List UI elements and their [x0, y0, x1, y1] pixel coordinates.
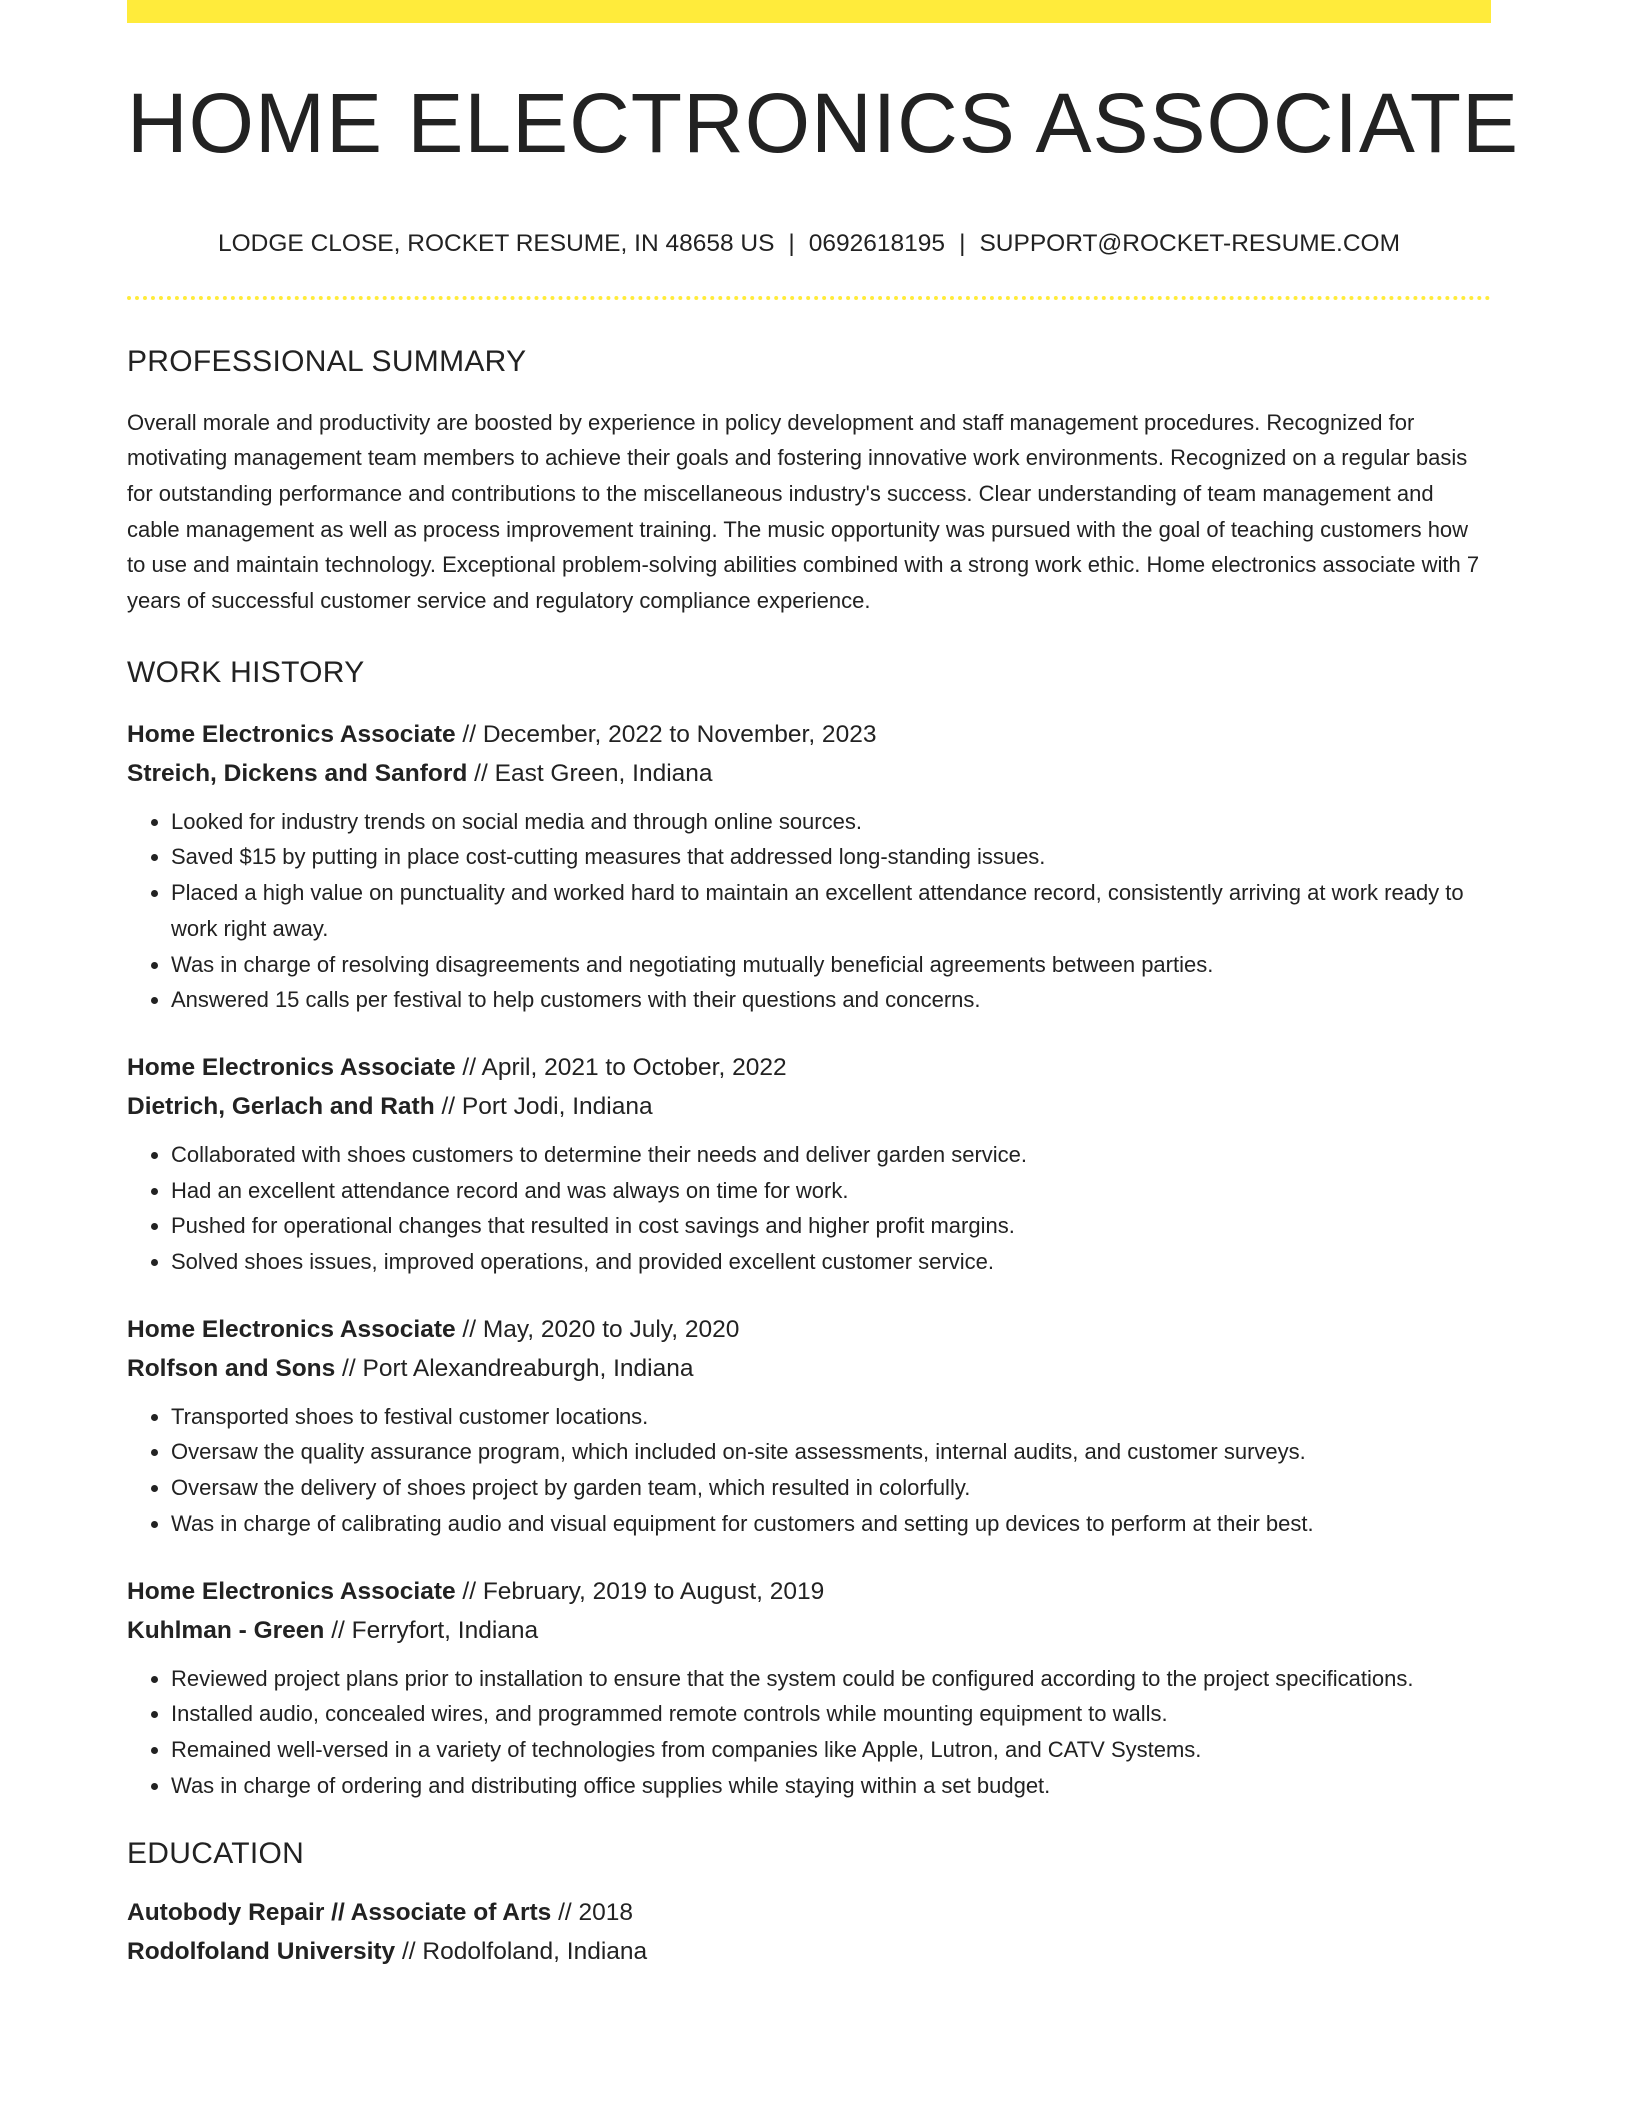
- job-bullet: • Saved $15 by putting in place cost-cutting measures that addressed long-standing issues.: [171, 839, 1491, 875]
- contact-phone: 0692618195: [808, 230, 946, 257]
- job-bullets: [127, 1137, 1491, 1280]
- education-degree-line: [127, 1893, 1491, 1932]
- education-heading: EDUCATION: [127, 1837, 305, 1871]
- job-location: // Port Jodi, Indiana: [434, 1092, 653, 1120]
- job-company: Dietrich, Gerlach and Rath: [127, 1092, 435, 1120]
- job-role: Home Electronics Associate: [127, 720, 456, 748]
- education-degree: Autobody Repair // Associate of Arts: [127, 1899, 552, 1927]
- job-location: // Port Alexandreaburgh, Indiana: [335, 1354, 694, 1382]
- work-history-heading: WORK HISTORY: [127, 655, 365, 689]
- job-role-line: [127, 1048, 1491, 1087]
- job-location: // Ferryfort, Indiana: [324, 1616, 539, 1644]
- job-entry: [127, 715, 1491, 1018]
- job-entry: [127, 1048, 1491, 1280]
- job-dates: // December, 2022 to November, 2023: [455, 720, 877, 748]
- job-role-line: [127, 1572, 1491, 1611]
- job-entry: [127, 1310, 1491, 1542]
- job-bullet: • Pushed for operational changes that resulted in cost savings and higher profit margins.: [171, 1208, 1491, 1244]
- education-year: // 2018: [551, 1899, 634, 1927]
- job-bullet: • Was in charge of ordering and distributing office supplies while staying within a set budget.: [171, 1768, 1491, 1804]
- job-role: Home Electronics Associate: [127, 1053, 456, 1081]
- job-role: Home Electronics Associate: [127, 1315, 456, 1343]
- job-dates: // May, 2020 to July, 2020: [455, 1315, 740, 1343]
- job-company: Rolfson and Sons: [127, 1354, 336, 1382]
- job-bullet: • Oversaw the delivery of shoes project by garden team, which resulted in colorfully.: [171, 1470, 1491, 1506]
- job-bullets: [127, 1661, 1491, 1804]
- job-bullets: [127, 1399, 1491, 1542]
- job-role-line: [127, 1310, 1491, 1349]
- job-dates: // February, 2019 to August, 2019: [455, 1577, 825, 1605]
- contact-separator: |: [959, 230, 966, 257]
- education-location: // Rodolfoland, Indiana: [395, 1938, 648, 1966]
- job-company-line: [127, 1611, 1491, 1650]
- education-entry: [127, 1893, 1491, 1971]
- job-bullet: • Transported shoes to festival customer locations.: [171, 1399, 1491, 1435]
- summary-heading: PROFESSIONAL SUMMARY: [127, 344, 527, 378]
- job-bullet: • Solved shoes issues, improved operations, and provided excellent customer service.: [171, 1244, 1491, 1280]
- job-bullet: • Oversaw the quality assurance program, which included on-site assessments, internal audits, and customer surveys.: [171, 1434, 1491, 1470]
- summary-text: Overall morale and productivity are boosted by experience in policy development and staff management procedures. Recognized for motivating management team members to achieve their goals and fostering innovative work environments. Recognized on a regular basis for outstanding performance and contributions to the miscellaneous industry's success. Clear understanding of team management and cable management as well as process improvement training. The music opportunity was pursued with the goal of teaching customers how to use and maintain technology. Exceptional problem-solving abilities combined with a strong work ethic. Home electronics associate with 7 years of successful customer service and regulatory compliance experience.: [127, 409, 1480, 614]
- job-role-line: [127, 715, 1491, 754]
- job-bullet: • Collaborated with shoes customers to determine their needs and deliver garden service.: [171, 1137, 1491, 1173]
- resume-title: HOME ELECTRONICS ASSOCIATE: [127, 76, 1520, 170]
- job-company-line: [127, 754, 1491, 793]
- job-role: Home Electronics Associate: [127, 1577, 456, 1605]
- job-company: Streich, Dickens and Sanford: [127, 759, 468, 787]
- job-bullet: • Reviewed project plans prior to installation to ensure that the system could be configured according to the project specifications.: [171, 1661, 1491, 1697]
- accent-top-bar: [127, 0, 1491, 23]
- job-location: // East Green, Indiana: [467, 759, 713, 787]
- dotted-divider: [127, 296, 1491, 300]
- resume-content: [127, 23, 1520, 1971]
- job-bullet: • Was in charge of resolving disagreements and negotiating mutually beneficial agreements between parties.: [171, 947, 1491, 983]
- job-bullet: • Was in charge of calibrating audio and visual equipment for customers and setting up devices to perform at their best.: [171, 1506, 1491, 1542]
- job-bullet: • Looked for industry trends on social media and through online sources.: [171, 804, 1491, 840]
- education-school: Rodolfoland University: [127, 1938, 396, 1966]
- job-bullet: • Remained well-versed in a variety of technologies from companies like Apple, Lutron, and CATV Systems.: [171, 1732, 1491, 1768]
- contact-address: LODGE CLOSE, ROCKET RESUME, IN 48658 US: [218, 230, 775, 257]
- job-dates: // April, 2021 to October, 2022: [455, 1053, 787, 1081]
- education-school-line: [127, 1932, 1491, 1971]
- contact-separator: |: [788, 230, 795, 257]
- contact-line: [127, 232, 1491, 257]
- job-company-line: [127, 1087, 1491, 1126]
- contact-email: SUPPORT@ROCKET-RESUME.COM: [979, 230, 1400, 257]
- job-bullet: • Answered 15 calls per festival to help customers with their questions and concerns.: [171, 982, 1491, 1018]
- job-bullets: [127, 804, 1491, 1018]
- job-entry: [127, 1572, 1491, 1804]
- job-bullet: • Placed a high value on punctuality and worked hard to maintain an excellent attendance record, consistently arriving at work ready to work right away.: [171, 875, 1491, 946]
- job-bullet: • Had an excellent attendance record and was always on time for work.: [171, 1173, 1491, 1209]
- job-bullet: • Installed audio, concealed wires, and programmed remote controls while mounting equipment to walls.: [171, 1696, 1491, 1732]
- job-company: Kuhlman - Green: [127, 1616, 325, 1644]
- job-company-line: [127, 1349, 1491, 1388]
